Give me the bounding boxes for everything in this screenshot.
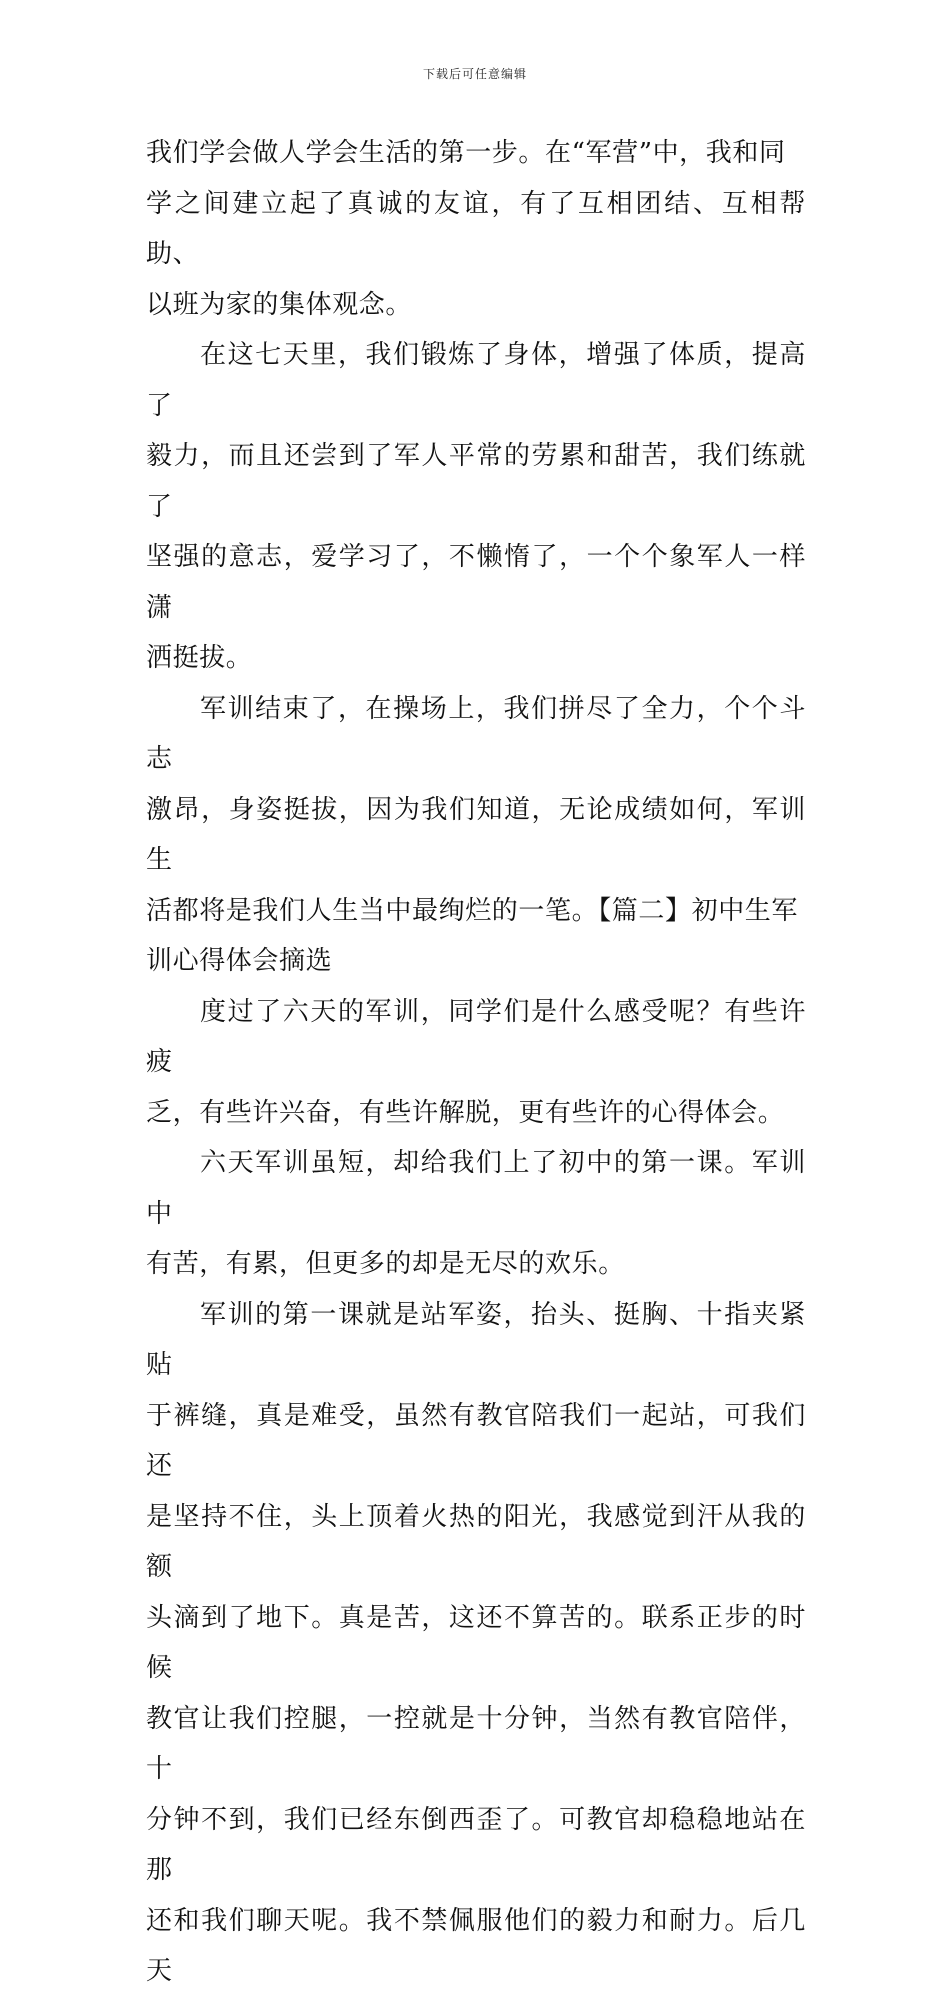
text-line: 有苦，有累，但更多的却是无尽的欢乐。 [146,1249,625,1279]
text-line: 洒挺拔。 [146,643,253,673]
paragraph-5 [146,1138,806,1290]
text-line: 毅力，而且还尝到了军人平常的劳累和甜苦，我们练就了 [146,441,806,522]
text-line: 是坚持不住，头上顶着火热的阳光，我感觉到汗从我的额 [146,1501,806,1582]
paragraph-6 [146,1290,806,1997]
text-line: 活都将是我们人生当中最绚烂的一笔。【篇二】初中生军 [146,895,799,926]
text-line: 分钟不到，我们已经东倒西歪了。可教官却稳稳地站在那 [146,1804,806,1885]
text-line: 度过了六天的军训，同学们是什么感受呢？有些许疲 [146,996,806,1077]
text-line: 坚强的意志，爱学习了，不懒惰了，一个个象军人一样潇 [146,542,806,623]
text-line: 于裤缝，真是难受，虽然有教官陪我们一起站，可我们还 [146,1400,806,1481]
text-line: 军训结束了，在操场上，我们拼尽了全力，个个斗志 [146,693,806,774]
text-line: 在这七天里，我们锻炼了身体，增强了体质，提高了 [146,340,806,421]
paragraph-1 [146,128,806,330]
text-line: 军训的第一课就是站军姿，抬头、挺胸、十指夹紧贴 [146,1299,806,1380]
text-line: 学之间建立起了真诚的友谊，有了互相团结、互相帮助、 [146,188,806,269]
text-line: 头滴到了地下。真是苦，这还不算苦的。联系正步的时候 [146,1602,806,1683]
paragraph-3 [146,684,806,987]
text-line: 六天军训虽短，却给我们上了初中的第一课。军训中 [146,1148,806,1229]
document-body [146,128,806,1997]
paragraph-2 [146,330,806,684]
text-line: 还和我们聊天呢。我不禁佩服他们的毅力和耐力。后几天 [146,1905,806,1986]
paragraph-4 [146,987,806,1139]
text-line: 以班为家的集体观念。 [146,289,413,320]
text-line: 训心得体会摘选 [146,946,333,976]
text-line: 乏，有些许兴奋，有些许解脱，更有些许的心得体会。 [146,1097,785,1128]
text-line: 教官让我们控腿，一控就是十分钟，当然有教官陪伴，十 [146,1703,806,1784]
page-header: 下载后可任意编辑 [422,67,527,81]
text-line: 激昂，身姿挺拔，因为我们知道，无论成绩如何，军训生 [146,794,806,875]
text-line: 我们学会做人学会生活的第一步。在“军营”中，我和同 [146,138,786,168]
